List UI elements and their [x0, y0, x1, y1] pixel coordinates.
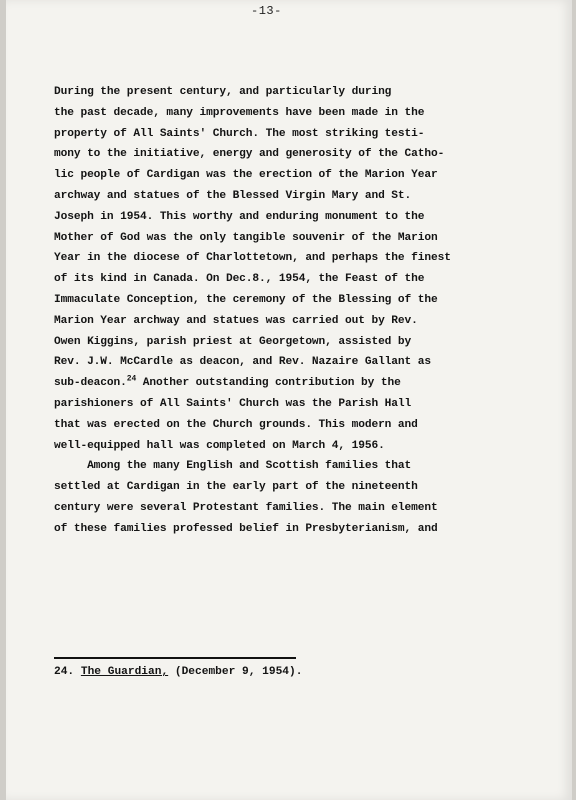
text-line: Marion Year archway and statues was carried out by Rev. [54, 314, 418, 327]
text-line: that was erected on the Church grounds. This modern and [54, 418, 418, 431]
text-segment: sub-deacon. [54, 377, 127, 390]
text-line: lic people of Cardigan was the erection of the Marion Year [54, 169, 438, 182]
text-line-with-footnote [54, 373, 524, 394]
text-segment: Another outstanding contribution by the [136, 377, 401, 390]
text-line: well-equipped hall was completed on March 4, 1956. [54, 439, 385, 452]
text-line: Immaculate Conception, the ceremony of the Blessing of the [54, 293, 438, 306]
text-line: parishioners of All Saints' Church was the Parish Hall [54, 397, 412, 410]
text-line: the past decade, many improvements have been made in the [54, 106, 425, 119]
footnote-number: 24. [54, 666, 75, 678]
text-line: Among the many English and Scottish families that [54, 460, 412, 473]
text-line: property of All Saints' Church. The most striking testi- [54, 127, 425, 140]
text-line: of these families professed belief in Presbyterianism, and [54, 522, 438, 535]
document-page [6, 0, 572, 800]
footnote-source: The Guardian, [80, 666, 169, 678]
text-line: mony to the initiative, energy and generosity of the Catho- [54, 148, 445, 161]
footnote [54, 666, 302, 678]
text-line: Rev. J.W. McCardle as deacon, and Rev. Nazaire Gallant as [54, 356, 431, 369]
text-line: of its kind in Canada. On Dec.8., 1954, the Feast of the [54, 273, 425, 286]
footnote-divider [54, 657, 296, 659]
text-line: Joseph in 1954. This worthy and enduring monument to the [54, 210, 425, 223]
footnote-reference: 24 [126, 374, 137, 384]
text-line: century were several Protestant families. The main element [54, 501, 438, 514]
text-line: settled at Cardigan in the early part of the nineteenth [54, 481, 418, 494]
body-text [54, 82, 524, 540]
text-line: archway and statues of the Blessed Virgin Mary and St. [54, 189, 412, 202]
text-line: Owen Kiggins, parish priest at Georgetown, assisted by [54, 335, 412, 348]
text-line: Mother of God was the only tangible souvenir of the Marion [54, 231, 438, 244]
page-number: -13- [251, 4, 282, 18]
text-line: During the present century, and particularly during [54, 86, 392, 98]
text-line: Year in the diocese of Charlottetown, and perhaps the finest [54, 252, 451, 265]
footnote-date: (December 9, 1954). [168, 666, 303, 678]
